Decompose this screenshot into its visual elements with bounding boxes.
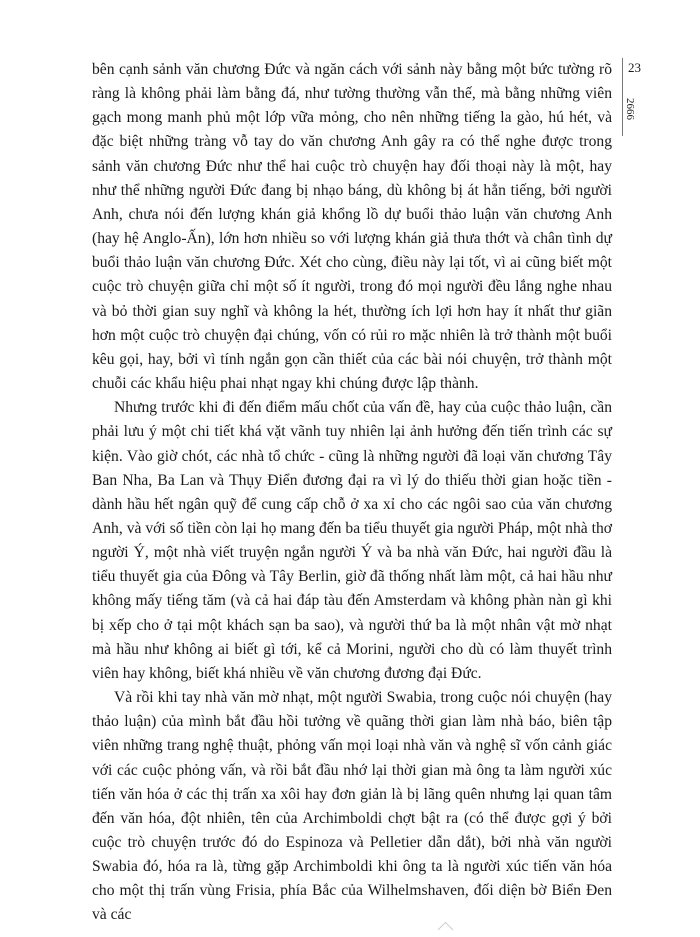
body-text (92, 58, 612, 928)
running-title: 2666 (624, 98, 636, 120)
paragraph-continued: bên cạnh sảnh văn chương Đức và ngăn cách với sảnh này bằng một bức tường rõ ràng là không phải làm bằng đá, như tường thường vẫn thế, mà bằng những viên gạch mong manh phủ một lớp vữa mỏng, cho nên những tiếng la gào, hú hét, và đặc biệt những tràng vỗ tay do văn chương Anh gây ra có thể nghe được trong sảnh văn chương Đức như thể hai cuộc trò chuyện hay đối thoại này là một, hay như thể những người Đức đang bị nhạo báng, dù không bị át hẳn tiếng, bởi người Anh, chưa nói đến lượng khán giả khổng lồ dự buổi thảo luận văn chương Anh (hay hệ Anglo-Ấn), lớn hơn nhiều so với lượng khán giả thưa thớt và chân tình dự buổi thảo luận văn chương Đức. Xét cho cùng, điều này lại tốt, vì ai cũng biết một cuộc trò chuyện giữa chỉ một số ít người, trong đó mọi người đều lắng nghe nhau và bỏ thời gian suy nghĩ và không la hét, thường ích lợi hơn hay ít nhất thư giãn hơn một cuộc trò chuyện đại chúng, vốn có rủi ro mặc nhiên là trở thành một buổi kêu gọi, hay, bởi vì tính ngắn gọn cần thiết của các bài nói chuyện, trở thành một chuỗi các khẩu hiệu phai nhạt ngay khi chúng được lập thành. (92, 61, 612, 393)
page-margin-header (622, 58, 652, 148)
margin-rule (622, 58, 623, 136)
page-number: 23 (628, 60, 641, 75)
paragraph: Nhưng trước khi đi đến điểm mấu chốt của vấn đề, hay của cuộc thảo luận, cần phải lưu ý một chi tiết khá vặt vãnh tuy nhiên lại ảnh hưởng đến tiến trình các sự kiện. Vào giờ chót, các nhà tổ chức - cũng là những người đã loại văn chương Tây Ban Nha, Ba Lan và Thụy Điển đương đại ra vì lý do thiếu thời gian hoặc tiền - dành hầu hết ngân quỹ để cung cấp chỗ ở xa xỉ cho các ngôi sao của văn chương Anh, và với số tiền còn lại họ mang đến ba tiểu thuyết gia người Pháp, một nhà thơ người Ý, một nhà viết truyện ngắn người Ý và ba nhà văn Đức, hai người đầu là tiểu thuyết gia của Đông và Tây Berlin, giờ đã thống nhất làm một, cả hai hầu như không mấy tiếng tăm (và cả hai đáp tàu đến Amsterdam và không phàn nàn gì khi bị xếp cho ở tại một khách sạn ba sao), và người thứ ba là một nhân vật mờ nhạt mà hầu như không ai biết gì tới, kể cả Morini, người cho dù có làm thuyết trình viên hay không, biết khá nhiều về văn chương đương đại Đức. (92, 399, 612, 682)
paragraph: Và rồi khi tay nhà văn mờ nhạt, một người Swabia, trong cuộc nói chuyện (hay thảo luận) của mình bắt đầu hồi tưởng về quãng thời gian làm nhà báo, biên tập viên những trang nghệ thuật, phỏng vấn mọi loại nhà văn và nghệ sĩ vốn cảnh giác với các cuộc phỏng vấn, và rồi bắt đầu nhớ lại thời gian mà ông ta làm người xúc tiến văn hóa ở các thị trấn xa xôi hay đơn giản là bị lãng quên nhưng lại quan tâm đến văn hóa, đột nhiên, tên của Archimboldi chợt bật ra (có thể được gợi ý bởi cuộc trò chuyện trước đó do Espinoza và Pelletier dẫn dắt), bởi nhà văn người Swabia đó, hóa ra là, từng gặp Archimboldi khi ông ta là người xúc tiến văn hóa cho một thị trấn vùng Frisia, phía Bắc của Wilhelmshaven, đối diện bờ Biển Đen và các (92, 689, 612, 924)
